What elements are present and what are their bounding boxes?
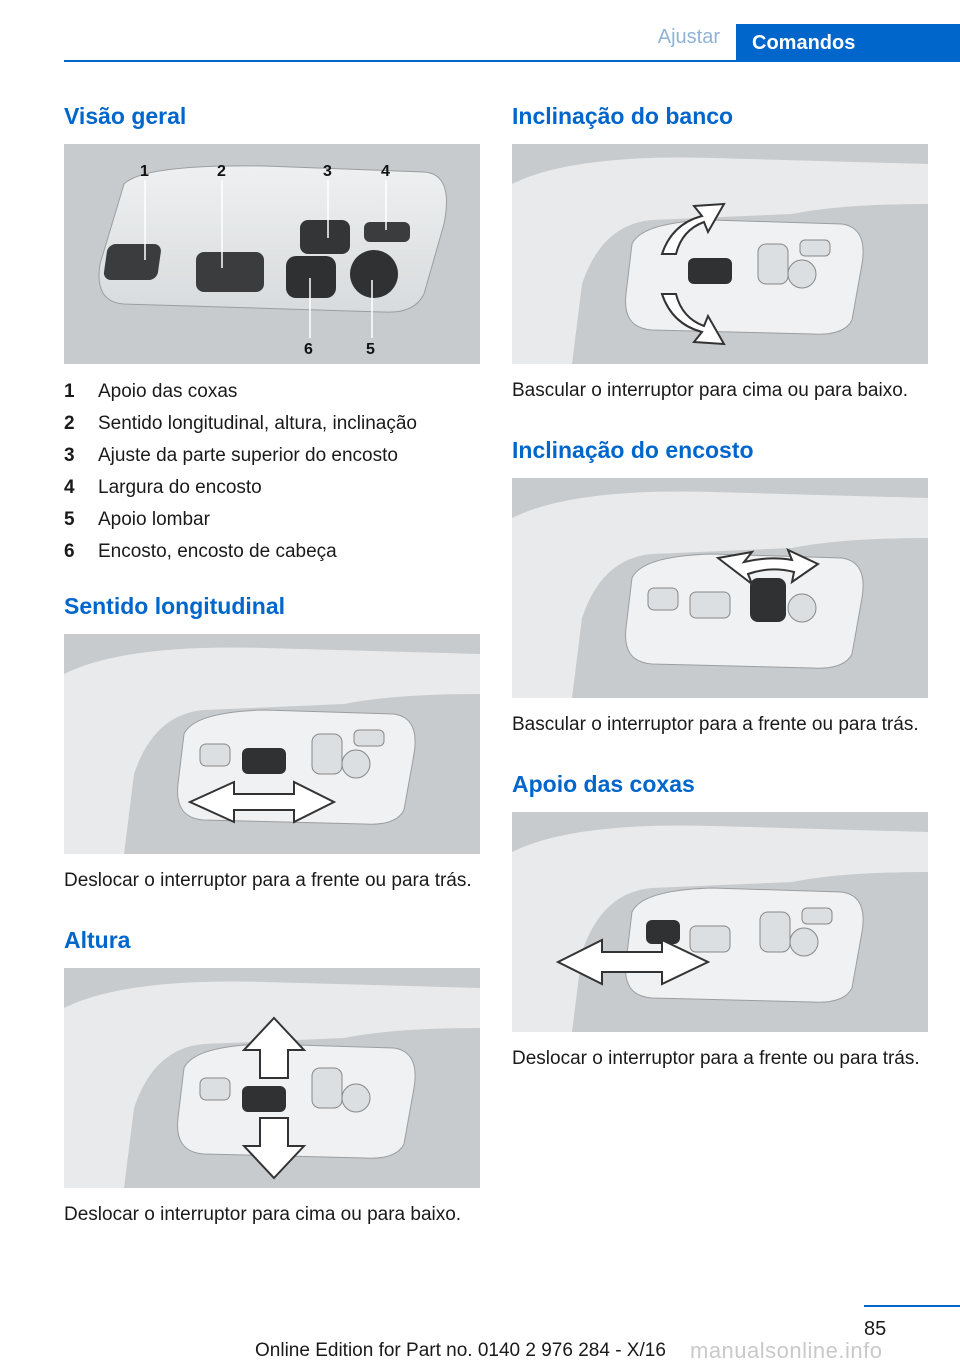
legend-number: 1	[64, 381, 75, 402]
callout-1: 1	[140, 163, 149, 180]
seat-tilt-heading: Inclinação do banco	[512, 103, 734, 129]
legend-text: Apoio das coxas	[98, 381, 238, 402]
overview-figure	[64, 144, 480, 364]
right-column	[512, 100, 928, 1072]
longitudinal-figure	[64, 634, 480, 854]
left-column	[64, 100, 480, 1228]
header-chapter-tab: Comandos	[736, 24, 960, 62]
legend-item	[64, 408, 480, 440]
seat-tilt-figure	[512, 144, 928, 364]
legend-number: 2	[64, 413, 75, 434]
overview-heading: Visão geral	[64, 103, 187, 129]
backrest-tilt-figure	[512, 478, 928, 698]
backrest-tilt-illustration	[512, 478, 928, 698]
thigh-heading: Apoio das coxas	[512, 771, 695, 797]
legend-number: 6	[64, 541, 75, 562]
seat-longitudinal-illustration	[64, 634, 480, 854]
longitudinal-text: Deslocar o interruptor para a frente ou para trás.	[64, 870, 472, 891]
thigh-text: Deslocar o interruptor para a frente ou para trás.	[512, 1048, 920, 1069]
height-heading: Altura	[64, 927, 131, 953]
longitudinal-heading: Sentido longitudinal	[64, 593, 286, 619]
legend-number: 5	[64, 509, 75, 530]
callout-4: 4	[381, 163, 390, 180]
watermark: manualsonline.info	[690, 1338, 883, 1363]
seat-height-illustration	[64, 968, 480, 1188]
page-number: 85	[864, 1318, 887, 1340]
height-figure	[64, 968, 480, 1188]
legend-text: Apoio lombar	[98, 509, 210, 530]
legend-text: Sentido longitudinal, altura, inclinação	[98, 413, 417, 434]
legend-item	[64, 472, 480, 504]
header-rule	[64, 60, 960, 62]
thigh-figure	[512, 812, 928, 1032]
overview-legend	[64, 376, 480, 568]
backrest-tilt-text: Bascular o interruptor para a frente ou para trás.	[512, 714, 919, 735]
legend-item	[64, 536, 480, 568]
height-text: Deslocar o interruptor para cima ou para baixo.	[64, 1204, 462, 1225]
footer-rule	[864, 1305, 960, 1307]
legend-item	[64, 440, 480, 472]
callout-3: 3	[323, 163, 332, 180]
callout-6: 6	[304, 341, 313, 358]
legend-item	[64, 504, 480, 536]
seat-panel-overview-illustration	[64, 144, 480, 364]
seat-tilt-illustration	[512, 144, 928, 364]
edition-text: Online Edition for Part no. 0140 2 976 284 - X/16	[255, 1340, 666, 1361]
legend-text: Encosto, encosto de cabeça	[98, 541, 337, 562]
header-section: Ajustar	[657, 26, 720, 48]
legend-text: Largura do encosto	[98, 477, 262, 498]
legend-item	[64, 376, 480, 408]
legend-number: 3	[64, 445, 75, 466]
backrest-tilt-heading: Inclinação do encosto	[512, 437, 754, 463]
legend-number: 4	[64, 477, 75, 498]
callout-5: 5	[366, 341, 375, 358]
legend-text: Ajuste da parte superior do encosto	[98, 445, 398, 466]
seat-tilt-text: Bascular o interruptor para cima ou para baixo.	[512, 380, 909, 401]
thigh-support-illustration	[512, 812, 928, 1032]
callout-2: 2	[217, 163, 226, 180]
